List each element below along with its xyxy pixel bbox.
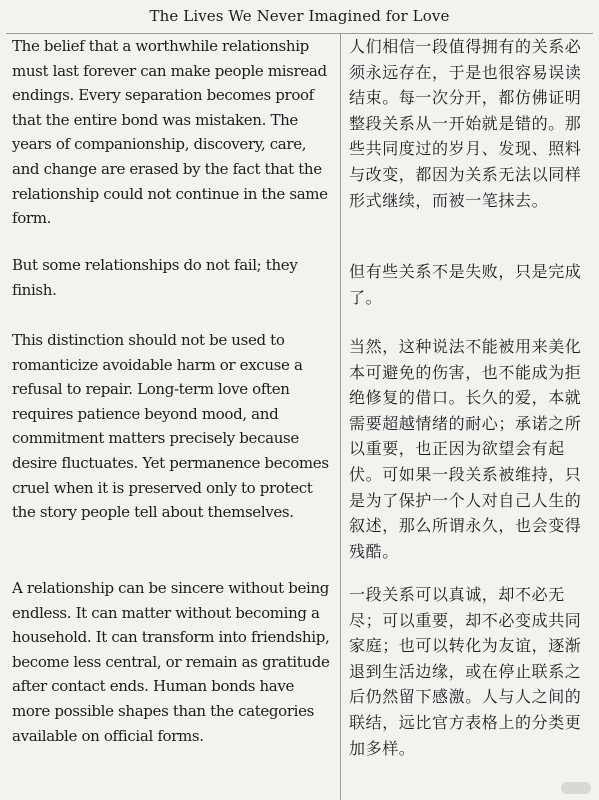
english-paragraph-2: But some relationships do not fail; they finish.	[12, 256, 298, 299]
column-divider	[340, 34, 341, 800]
chinese-paragraph-3: 当然，这种说法不能被用来美化本可避免的伤害，也不能成为拒绝修复的借口。长久的爱，本就需要超越情绪的耐心；承诺之所以重要，也正因为欲望会有起伏。可如果一段关系被维持，只是为了保护一个人对自己人生的叙述，那么所谓永久，也会变得残酷。	[349, 337, 582, 561]
chinese-paragraph-4: 一段关系可以真诚，却不必无尽；可以重要，却不必变成共同家庭；也可以转化为友谊，逐渐退到生活边缘，或在停止联系之后仍然留下感激。人与人之间的联结，远比官方表格上的分类更加多样。	[349, 585, 582, 758]
english-paragraph-3: This distinction should not be used to romanticize avoidable harm or excuse a refusal to repair. Long-term love often requires patience beyond mood, and commitment matters precisely because desire fluctuates. Yet permanence becomes cruel when it is preserved only to protect the story people tell about themselves.	[12, 331, 329, 522]
chinese-paragraph-1: 人们相信一段值得拥有的关系必须永远存在，于是也很容易误读结束。每一次分开，都仿佛证明整段关系从一开始就是错的。那些共同度过的岁月、发现、照料与改变，都因为关系无法以同样形式继续，而被一笔抹去。	[349, 37, 582, 210]
page-header	[0, 0, 599, 32]
page-title: The Lives We Never Imagined for Love	[149, 7, 450, 25]
english-paragraph-4: A relationship can be sincere without being endless. It can matter without becoming a household. It can transform into friendship, become less central, or remain as gratitude after contact ends. Human bonds have more possible shapes than the categories available on official forms.	[12, 579, 330, 745]
watermark-logo	[561, 782, 591, 794]
chinese-paragraph-2: 但有些关系不是失败，只是完成了。	[349, 262, 582, 307]
english-paragraph-1: The belief that a worthwhile relationship must last forever can make people misread endings. Every separation becomes proof that the entire bond was mistaken. The years of companionship, discovery, care, and change are erased by the fact that the relationship could not continue in the same form.	[12, 37, 328, 228]
